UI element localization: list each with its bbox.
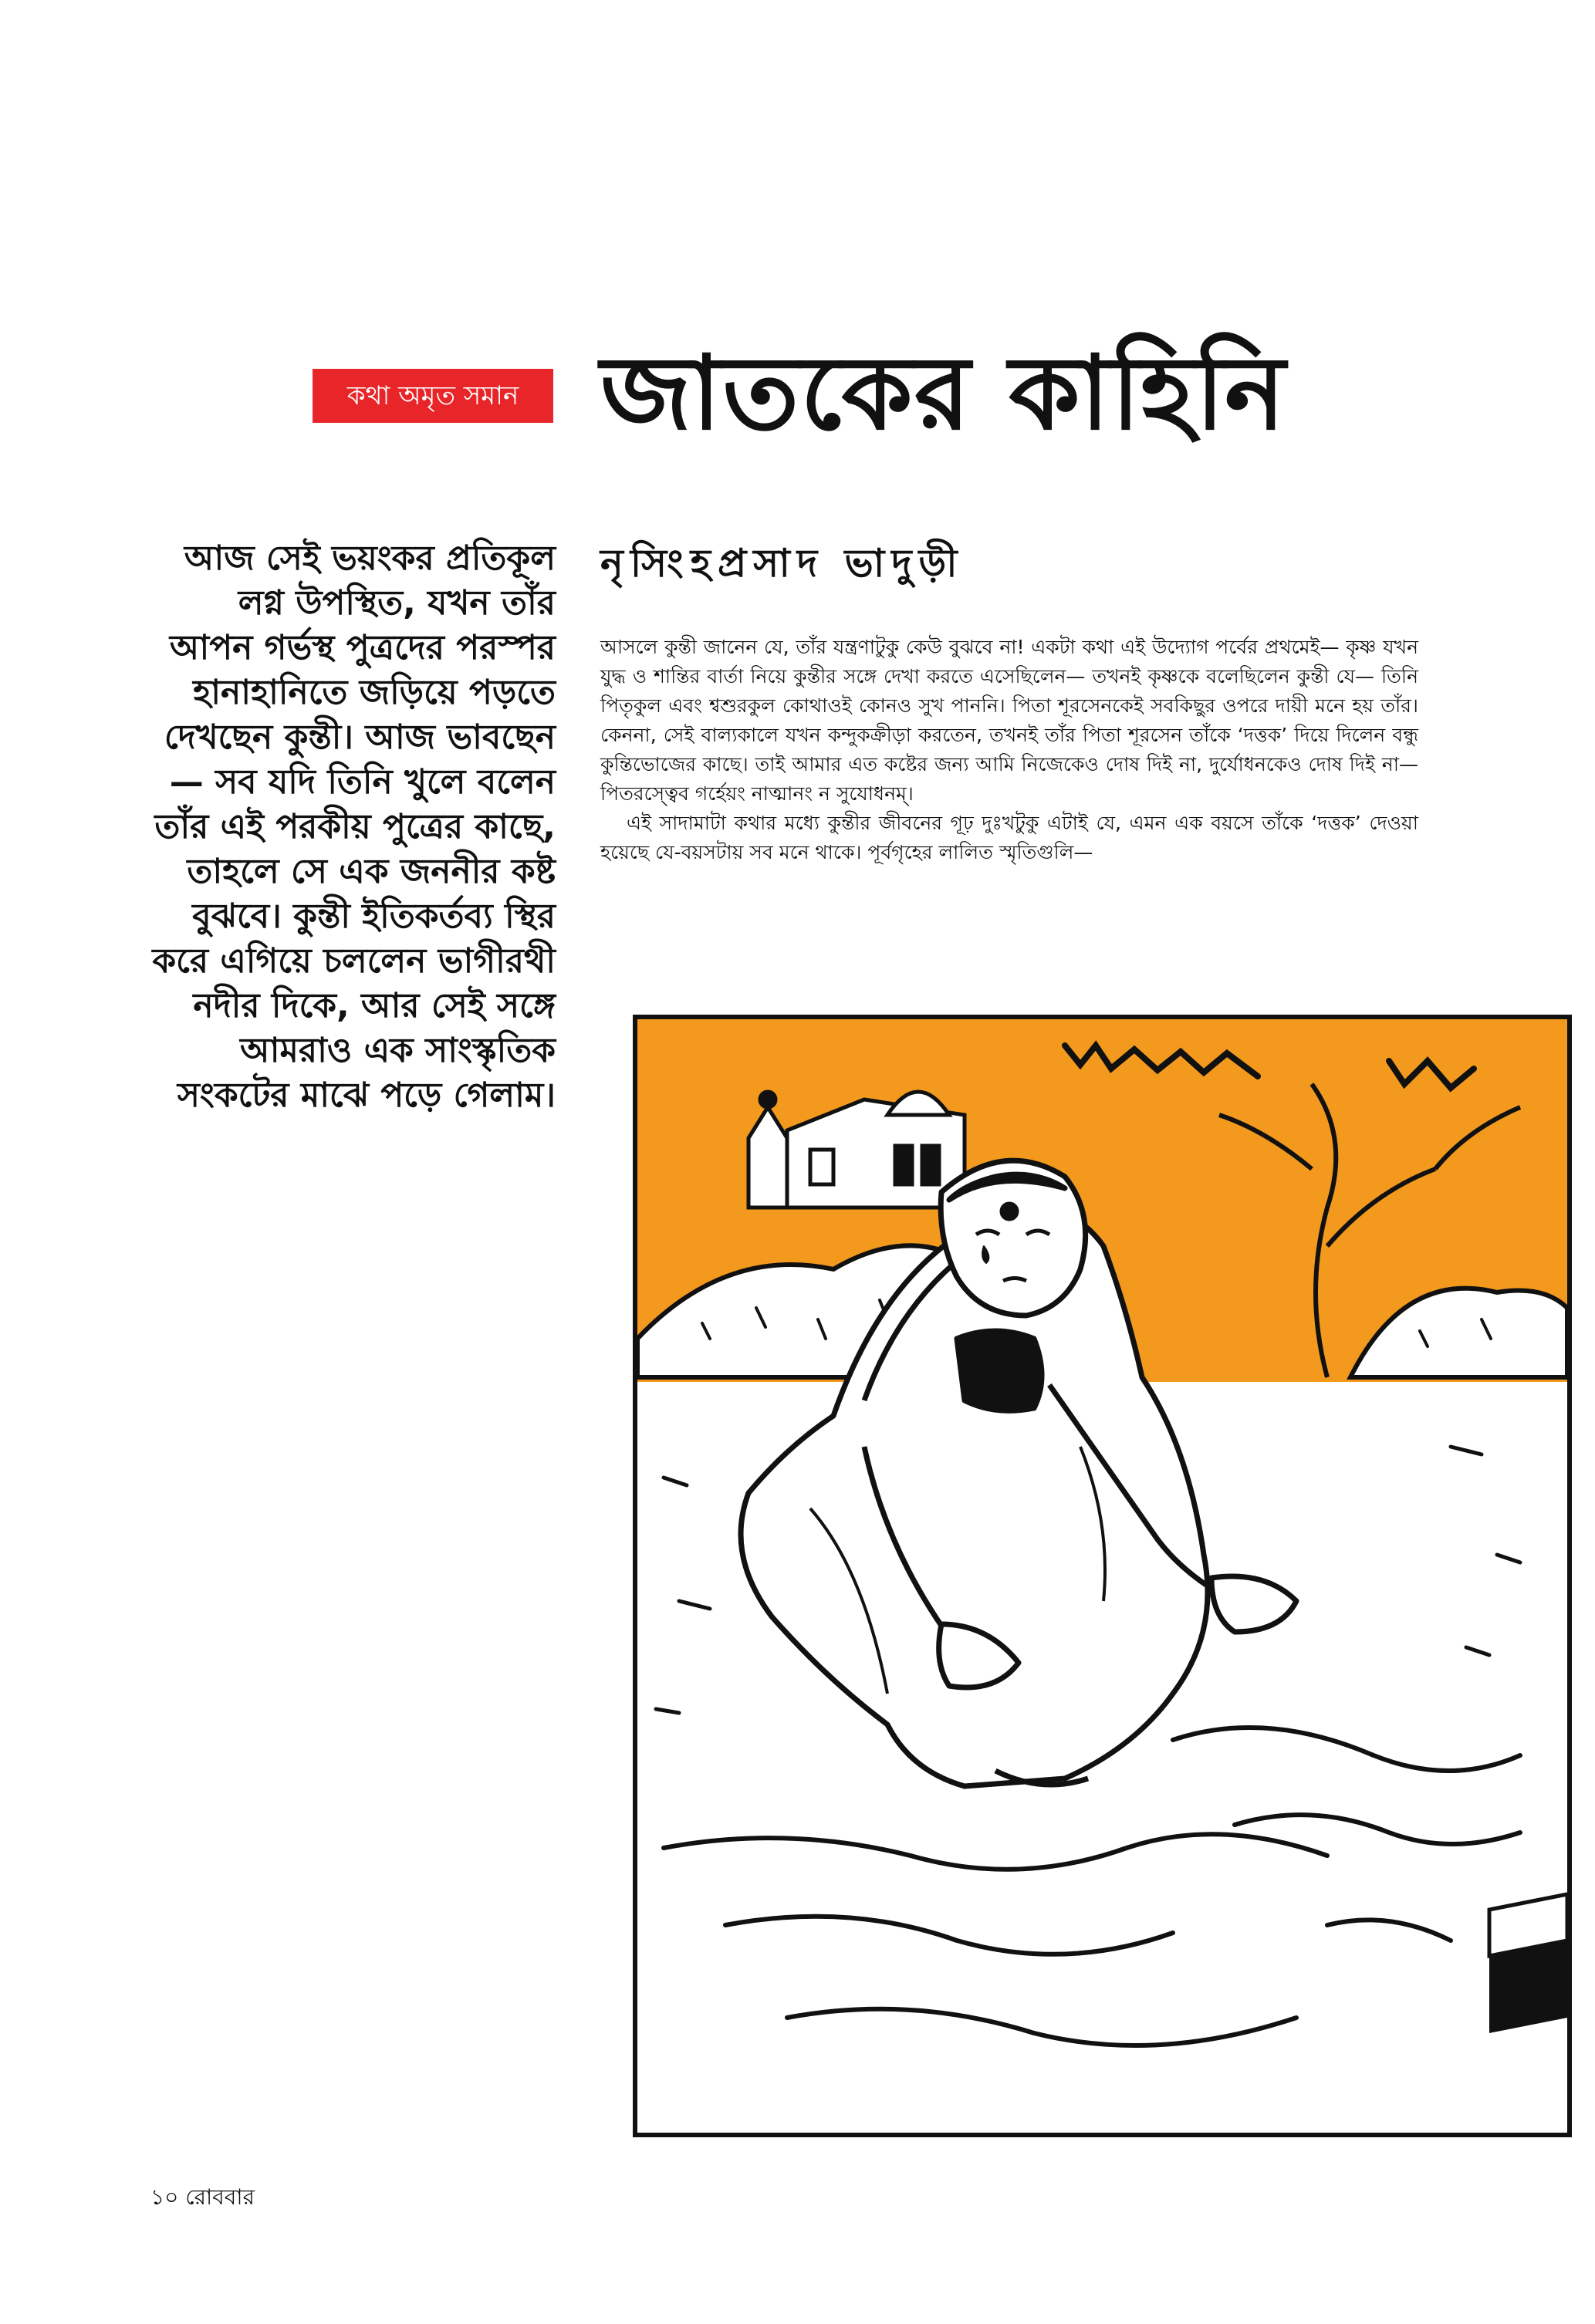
story-title: জাতকের কাহিনি [600, 334, 1287, 453]
body-paragraph: এই সাদামাটা কথার মধ্যে কুন্তীর জীবনের গূঢ় দুঃখটুকু এটাই যে, এমন এক বয়সে তাঁকে ‘দত্তক’ দেওয়া হয়েছে যে-বয়সটায় সব মনে থাকে। পূর্বগৃহের লালিত স্মৃতিগুলি— [600, 812, 1418, 863]
pull-quote [150, 536, 556, 1118]
kunti-river-illustration [633, 1015, 1572, 2137]
page-folio: ১০ রোববার [150, 2184, 255, 2210]
section-tag: কথা অমৃত সমান [313, 369, 553, 423]
pull-quote-text: আজ সেই ভয়ংকর প্রতিকূল লগ্ন উপস্থিত, যখন তাঁর আপন গর্ভস্থ পুত্রদের পরস্পর হানাহানিতে জড়িয়ে পড়তে দেখছেন কুন্তী। আজ ভাবছেন— সব যদি তিনি খুলে বলেন তাঁর এই পরকীয় পুত্রের কাছে, তাহলে সে এক জননীর কষ্ট বুঝবে। কুন্তী ইতিকর্তব্য স্থির করে এগিয়ে চললেন ভাগীরথী নদীর দিকে, আর সেই সঙ্গে আমরাও এক সাংস্কৃতিক সংকটের মাঝে পড়ে গেলাম। [152, 539, 556, 1115]
body-paragraph: আসলে কুন্তী জানেন যে, তাঁর যন্ত্রণাটুকু কেউ বুঝবে না! একটা কথা এই উদ্যোগ পর্বের প্রথমেই— কৃষ্ণ যখন যুদ্ধ ও শান্তির বার্তা নিয়ে কুন্তীর সঙ্গে দেখা করতে এসেছিলেন— তখনই কৃষ্ণকে বলেছিলেন কুন্তী যে— তিনি পিতৃকুল এবং শ্বশুরকুল কোথাওই কোনও সুখ পাননি। পিতা শূরসেনকেই সবকিছুর ওপরে দায়ী মনে হয় তাঁর। কেননা, সেই বাল্যকালে যখন কন্দুকক্রীড়া করতেন, তখনই তাঁর পিতা শূরসেন তাঁকে ‘দত্তক’ দিয়ে দিলেন বন্ধু কুন্তিভোজের কাছে। তাই আমার এত কষ্টের জন্য আমি নিজেকেও দোষ দিই না, দুর্যোধনকেও দোষ দিই না— পিতরস্ত্বেব গর্হেয়ং নাত্মানং ন সুযোধনম্। [600, 636, 1418, 805]
author-byline: নৃসিংহপ্রসাদ ভাদুড়ী [600, 541, 965, 586]
article-body [600, 633, 1418, 867]
